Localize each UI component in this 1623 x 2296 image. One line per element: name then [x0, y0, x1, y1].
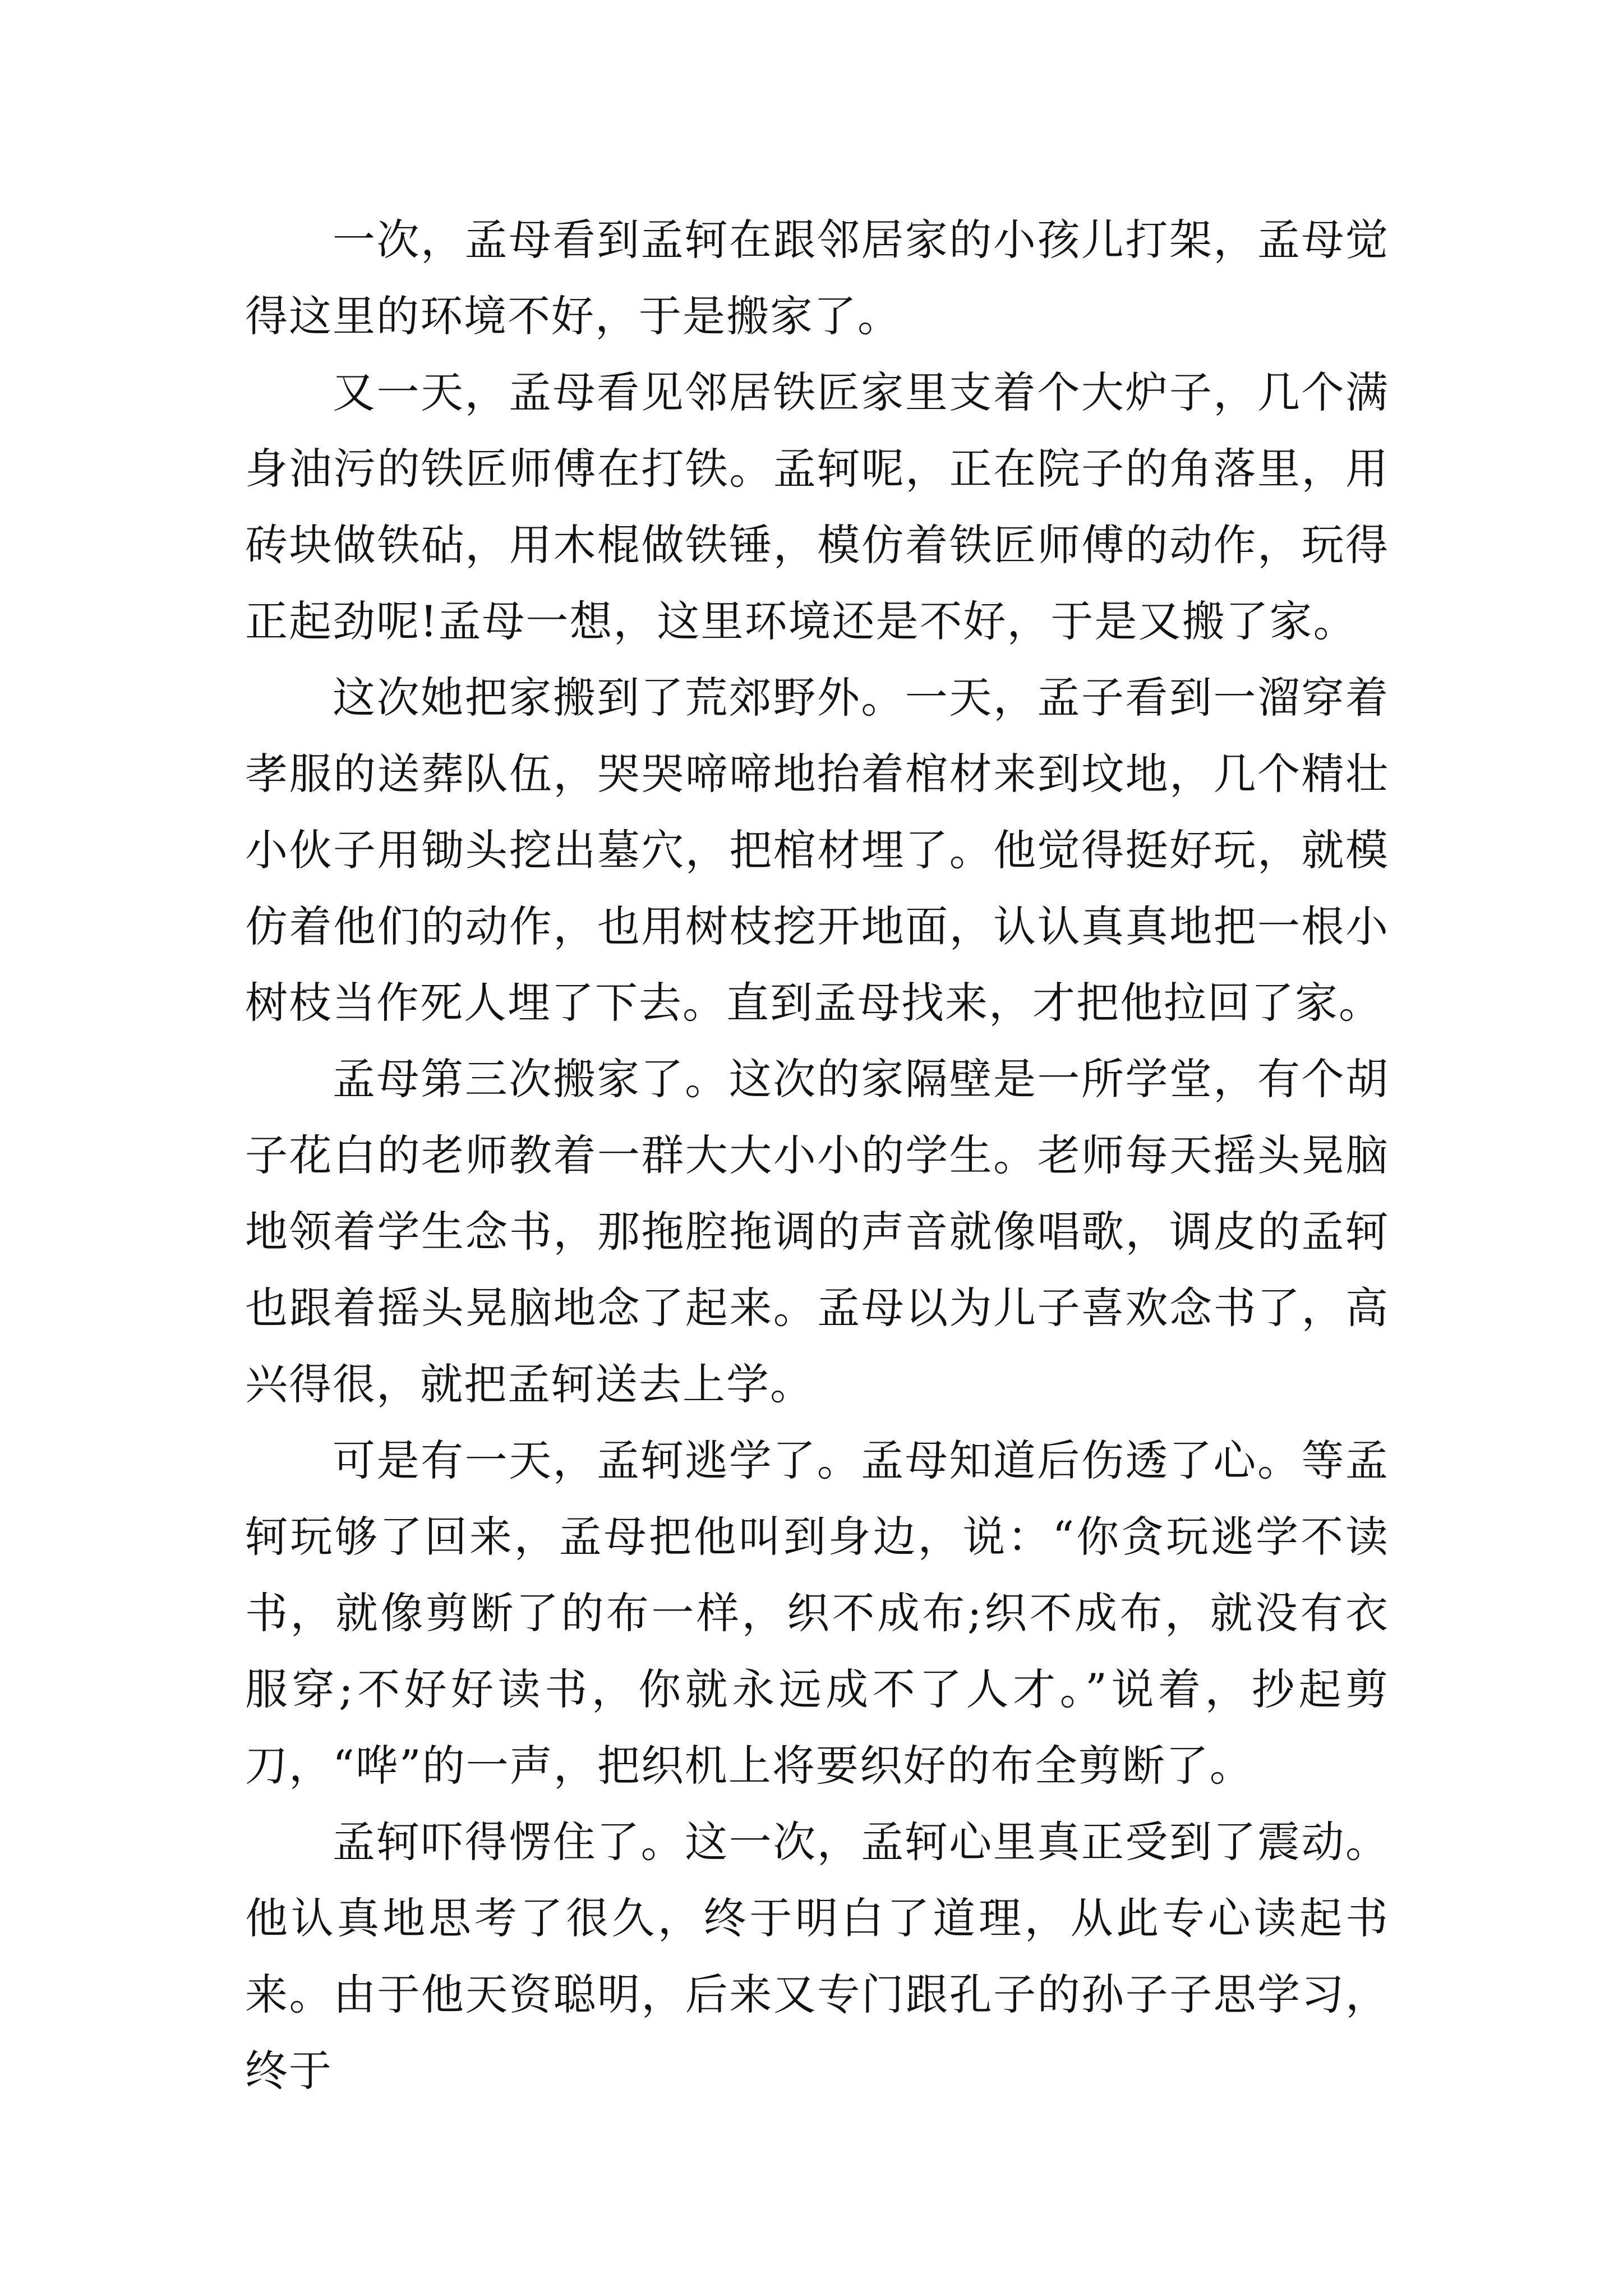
paragraph-5: 可是有一天，孟轲逃学了。孟母知道后伤透了心。等孟轲玩够了回来，孟母把他叫到身边，说：“你贪玩逃学不读书，就像剪断了的布一样，织不成布;织不成布，就没有衣服穿;不好好读书，你就永远成不了人才。”说着，抄起剪刀，“哗”的一声，把织机上将要织好的布全剪断了。	[245, 1435, 1389, 1791]
paragraph-3: 这次她把家搬到了荒郊野外。一天，孟子看到一溜穿着孝服的送葬队伍，哭哭啼啼地抬着棺材来到坟地，几个精壮小伙子用锄头挖出墓穴，把棺材埋了。他觉得挺好玩，就模仿着他们的动作，也用树枝挖开地面，认认真真地把一根小树枝当作死人埋了下去。直到孟母找来，才把他拉回了家。	[245, 673, 1389, 1028]
paragraph-1: 一次，孟母看到孟轲在跟邻居家的小孩儿打架，孟母觉得这里的环境不好，于是搬家了。	[245, 215, 1389, 341]
body-text	[245, 202, 1389, 2109]
paragraph-6: 孟轲吓得愣住了。这一次，孟轲心里真正受到了震动。他认真地思考了很久，终于明白了道理，从此专心读起书来。由于他天资聪明，后来又专门跟孔子的孙子子思学习，终于	[245, 1817, 1389, 2096]
paragraph-2: 又一天，孟母看见邻居铁匠家里支着个大炉子，几个满身油污的铁匠师傅在打铁。孟轲呢，正在院子的角落里，用砖块做铁砧，用木棍做铁锤，模仿着铁匠师傅的动作，玩得正起劲呢!孟母一想，这里环境还是不好，于是又搬了家。	[245, 367, 1389, 646]
paragraph-4: 孟母第三次搬家了。这次的家隔壁是一所学堂，有个胡子花白的老师教着一群大大小小的学生。老师每天摇头晃脑地领着学生念书，那拖腔拖调的声音就像唱歌，调皮的孟轲也跟着摇头晃脑地念了起来。孟母以为儿子喜欢念书了，高兴得很，就把孟轲送去上学。	[245, 1054, 1389, 1409]
